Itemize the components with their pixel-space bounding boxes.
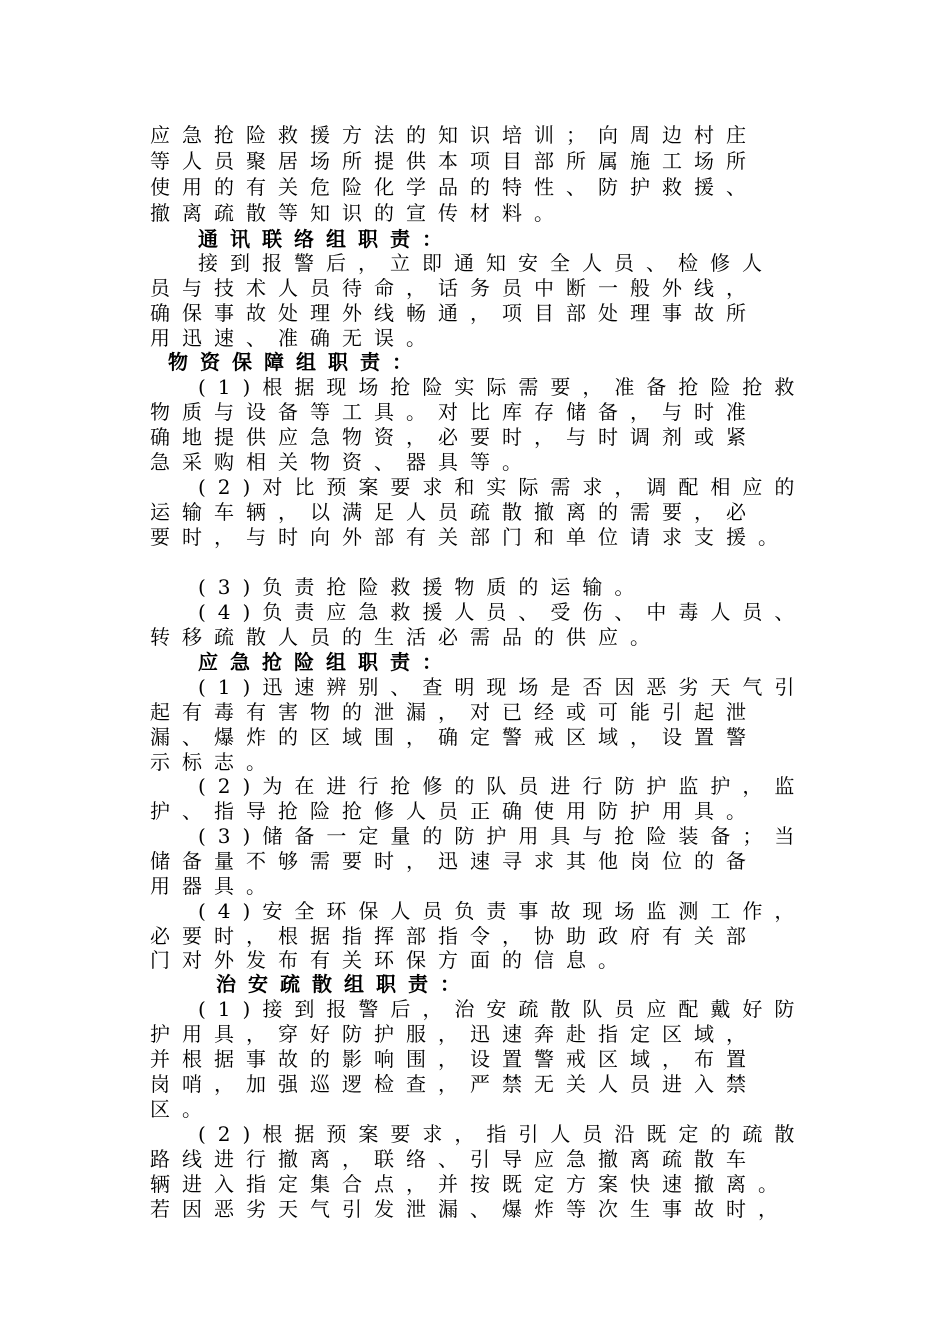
text-line: 确保事故处理外线畅通，项目部处理事故所 [150, 301, 758, 325]
text-line: 区。 [150, 1097, 214, 1121]
section-heading: 治安疏散组职责： [216, 972, 472, 996]
text-line: (2)对比预案要求和实际需求，调配相应的 [198, 475, 807, 499]
text-line: (3)储备一定量的防护用具与抢险装备；当 [198, 824, 807, 848]
text-line: 并根据事故的影响围，设置警戒区域，布置 [150, 1047, 758, 1071]
text-line: (2)为在进行抢修的队员进行防护监护，监 [198, 774, 807, 798]
text-line: 漏、爆炸的区域围，确定警戒区域，设置警 [150, 725, 758, 749]
text-line: (4)安全环保人员负责事故现场监测工作， [198, 899, 807, 923]
text-line: 起有毒有害物的泄漏，对已经或可能引起泄 [150, 700, 758, 724]
text-line: 护用具，穿好防护服，迅速奔赴指定区域， [150, 1022, 758, 1046]
text-line: 确地提供应急物资，必要时，与时调剂或紧 [150, 425, 758, 449]
text-line: 示标志。 [150, 750, 278, 774]
text-line: 等人员聚居场所提供本项目部所属施工场所 [150, 149, 758, 173]
text-line: 储备量不够需要时，迅速寻求其他岗位的备 [150, 849, 758, 873]
text-line: (1)接到报警后，治安疏散队员应配戴好防 [198, 997, 807, 1021]
section-heading: 通讯联络组职责： [198, 227, 454, 251]
text-line: 转移疏散人员的生活必需品的供应。 [150, 625, 662, 649]
text-line: 使用的有关危险化学品的特性、防护救援、 [150, 175, 758, 199]
text-line: (1)根据现场抢险实际需要，准备抢险抢救 [198, 375, 807, 399]
section-heading: 应急抢险组职责： [198, 650, 454, 674]
text-line: 急采购相关物资、器具等。 [150, 450, 534, 474]
section-heading: 物资保障组职责： [168, 350, 424, 374]
text-line: 用迅速、准确无误。 [150, 326, 438, 350]
text-line: 路线进行撤离，联络、引导应急撤离疏散车 [150, 1147, 758, 1171]
text-line: 撤离疏散等知识的宣传材料。 [150, 201, 566, 225]
text-line: (3)负责抢险救援物质的运输。 [198, 575, 647, 599]
text-line: 辆进入指定集合点，并按既定方案快速撤离。 [150, 1172, 790, 1196]
text-line: 必要时，根据指挥部指令，协助政府有关部 [150, 924, 758, 948]
text-line: (4)负责应急救援人员、受伤、中毒人员、 [198, 600, 807, 624]
text-line: 接到报警后，立即通知安全人员、检修人 [198, 251, 774, 275]
text-line: 护、指导抢险抢修人员正确使用防护用具。 [150, 799, 758, 823]
text-line: 若因恶劣天气引发泄漏、爆炸等次生事故时， [150, 1197, 790, 1221]
text-line: 应急抢险救援方法的知识培训；向周边村庄 [150, 123, 758, 147]
text-line: 要时，与时向外部有关部门和单位请求支援。 [150, 525, 790, 549]
text-line: 员与技术人员待命，话务员中断一般外线， [150, 276, 758, 300]
text-line: 物质与设备等工具。对比库存储备，与时准 [150, 400, 758, 424]
text-line: (2)根据预案要求，指引人员沿既定的疏散 [198, 1122, 807, 1146]
text-line: 运输车辆，以满足人员疏散撤离的需要，必 [150, 500, 758, 524]
text-line: (1)迅速辨别、查明现场是否因恶劣天气引 [198, 675, 807, 699]
text-line: 门对外发布有关环保方面的信息。 [150, 948, 630, 972]
text-line: 用器具。 [150, 874, 278, 898]
text-line: 岗哨，加强巡逻检查，严禁无关人员进入禁 [150, 1072, 758, 1096]
